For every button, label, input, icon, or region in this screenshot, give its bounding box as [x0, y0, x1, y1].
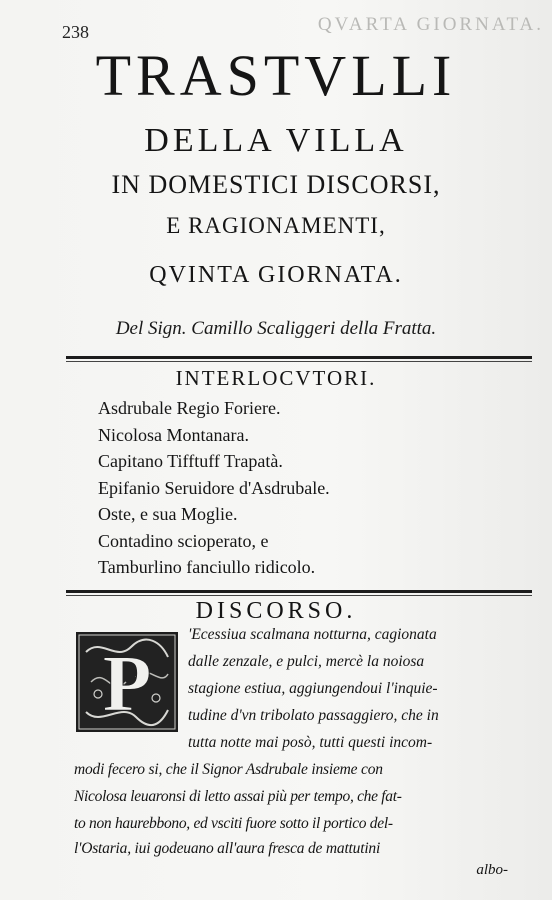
character-list [98, 395, 330, 581]
character-item: Nicolosa Montanara. [98, 424, 249, 445]
character-item: Epifanio Seruidore d'Asdrubale. [98, 477, 330, 498]
ornament-icon [76, 632, 178, 732]
page-number: 238 [62, 22, 89, 42]
character-item: Contadino scioperato, e [98, 530, 269, 551]
text-line: 'Ecessiua scalmana notturna, cagionata [188, 626, 437, 643]
text-line: stagione estiua, aggiungendoui l'inquie- [188, 680, 438, 697]
text-line: tutta notte mai posò, tutti questi incom- [188, 734, 433, 751]
title-line-4: E RAGIONAMENTI, [166, 213, 386, 238]
text-line: to non haurebbono, ed vsciti fuore sotto il portico del- [74, 815, 393, 832]
title-main: TRASTVLLI [95, 43, 457, 108]
text-line: dalle zenzale, e pulci, mercè la noiosa [188, 653, 425, 670]
discorso-heading: DISCORSO. [195, 598, 357, 624]
decorated-initial [76, 632, 178, 732]
catchword: albo- [476, 862, 508, 878]
initial-letter: P [102, 640, 152, 728]
title-subtitle: DELLA VILLA [144, 122, 408, 159]
text-line: l'Ostaria, iui godeuano all'aura fresca de mattutini [74, 840, 381, 857]
title-day: QVINTA GIORNATA. [149, 262, 403, 288]
text-line: modi fecero si, che il Signor Asdrubale insieme con [74, 761, 383, 778]
author-line: Del Sign. Camillo Scaliggeri della Fratta. [115, 318, 437, 339]
text-line: tudine d'vn tribolato passaggiero, che in [188, 707, 439, 724]
interlocutori-heading: INTERLOCVTORI. [175, 366, 377, 390]
divider-rule-top [66, 356, 532, 359]
character-item: Tamburlino fanciullo ridicolo. [98, 557, 316, 577]
bleed-through-text: QVARTA GIORNATA. [317, 14, 544, 35]
character-item: Oste, e sua Moglie. [98, 504, 238, 524]
title-line-3: IN DOMESTICI DISCORSI, [111, 170, 441, 199]
character-item: Capitano Tifftuff Trapatà. [98, 451, 283, 471]
text-line: Nicolosa leuaronsi di letto assai più per tempo, che fat- [74, 788, 402, 805]
divider-rule-bottom [66, 590, 532, 593]
character-item: Asdrubale Regio Foriere. [98, 398, 281, 418]
